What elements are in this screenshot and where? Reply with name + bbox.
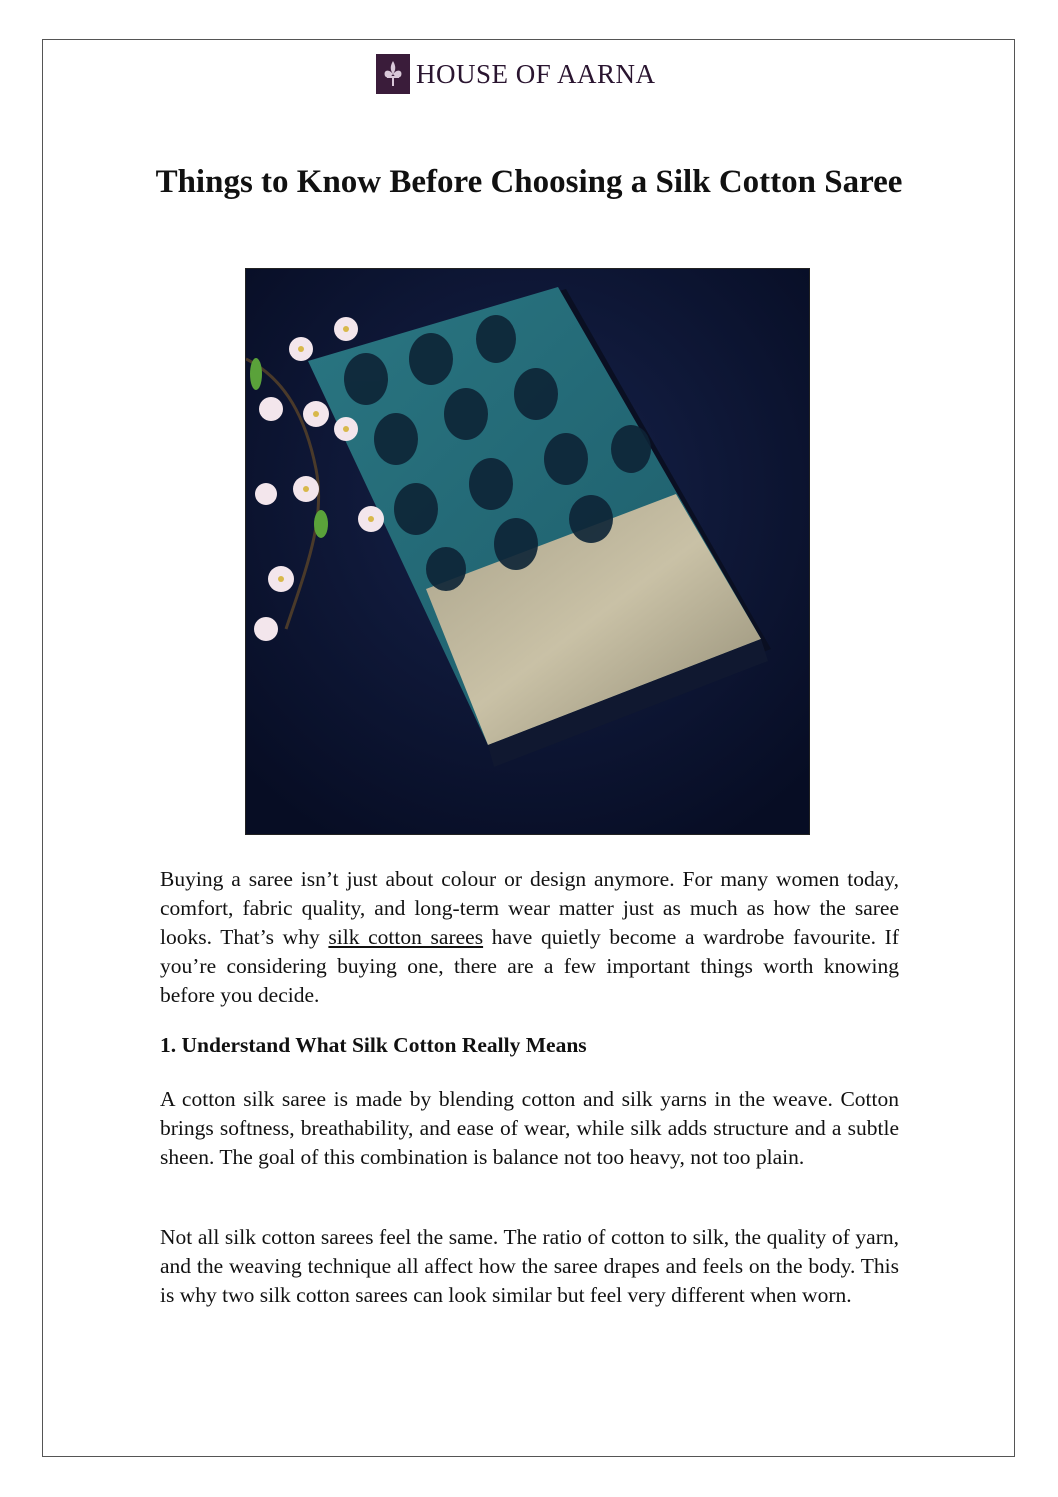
fleur-de-lis-icon (376, 54, 410, 94)
section-paragraph: A cotton silk saree is made by blending cotton and silk yarns in the weave. Cotton brings softness, breathability, and ease of wear, while silk adds structure and a subtle sheen. The goal of this combination is balance not too heavy, not too plain. (160, 1087, 899, 1169)
silk-cotton-sarees-link[interactable]: silk cotton sarees (328, 925, 484, 949)
brand-name: HOUSE OF AARNA (416, 58, 656, 89)
section-heading: 1. Understand What Silk Cotton Really Means (160, 1033, 587, 1057)
saree-photo (245, 268, 810, 835)
section-paragraph: Not all silk cotton sarees feel the same. The ratio of cotton to silk, the quality of yarn, and the weaving technique all affect how the saree drapes and feels on the body. This is why two silk cotton sarees can look similar but feel very different when worn. (160, 1225, 899, 1307)
intro-text-start: Buying a saree isn’t just about colour or design anymore. For many women today, comfort, fabric quality, and long-term wear matter just as much as how the saree looks. That’s why (160, 867, 899, 949)
page-title: Things to Know Before Choosing a Silk Cotton Saree (155, 164, 903, 200)
intro-paragraph (160, 865, 899, 1010)
intro-text-end: have quietly become a wardrobe favourite. If you’re considering buying one, there are a few important things worth knowing before you decide. (160, 925, 900, 1007)
brand-logo[interactable] (376, 54, 656, 94)
